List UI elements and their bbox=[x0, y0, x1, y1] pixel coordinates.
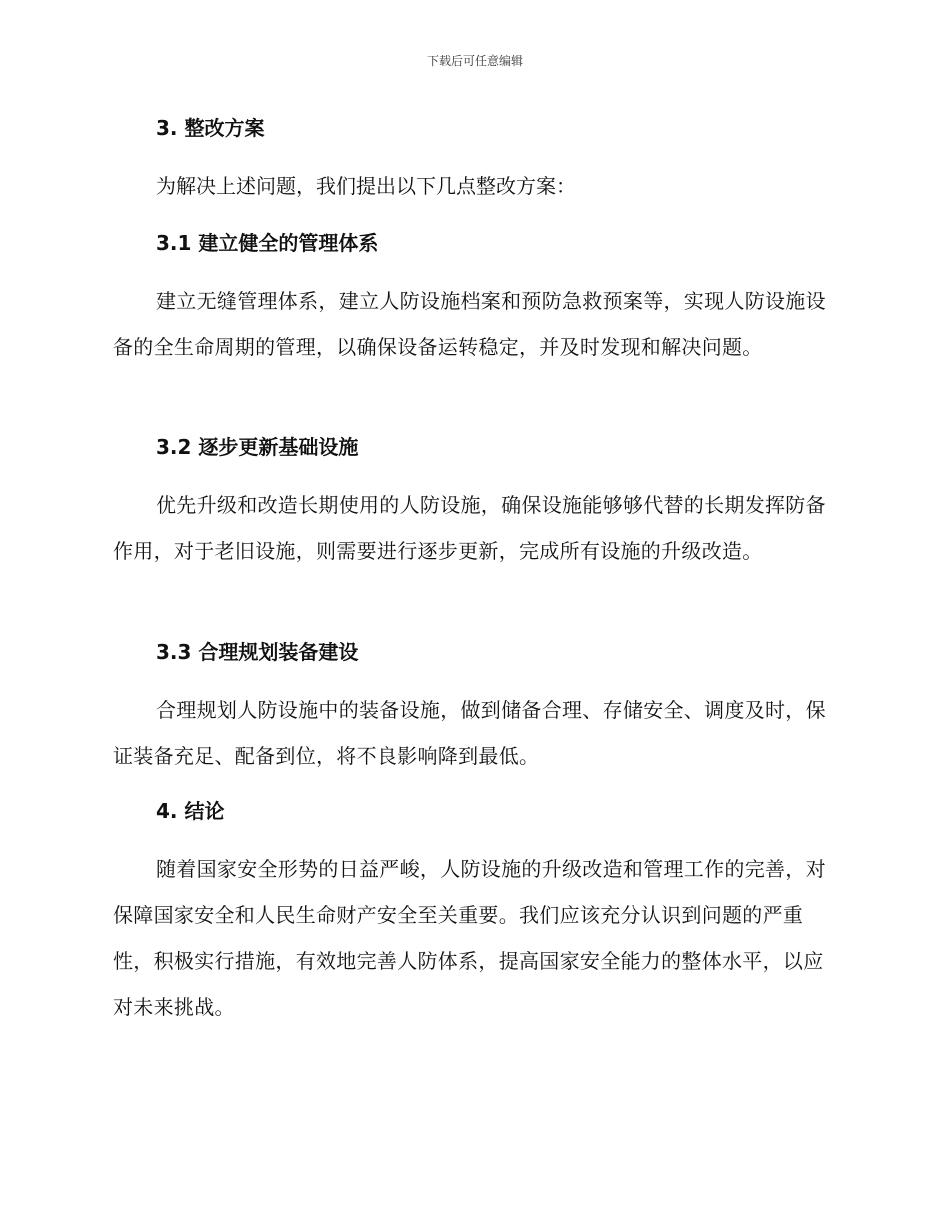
section-3-1-heading: 3.1 建立健全的管理体系 bbox=[156, 231, 379, 255]
section-3-2-heading: 3.2 逐步更新基础设施 bbox=[156, 435, 359, 459]
header-note: 下载后可任意编辑 bbox=[426, 54, 523, 68]
section-3-3-heading: 3.3 合理规划装备建设 bbox=[156, 640, 359, 664]
section-3-intro: 为解决上述问题，我们提出以下几点整改方案： bbox=[156, 174, 576, 198]
section-3-1-paragraph: 建立无缝管理体系，建立人防设施档案和预防急救预案等，实现人防设施设备的全生命周期的管理，以确保设备运转稳定，并及时发现和解决问题。 bbox=[113, 289, 826, 359]
section-3-3-paragraph: 合理规划人防设施中的装备设施，做到储备合理、存储安全、调度及时，保证装备充足、配备到位，将不良影响降到最低。 bbox=[113, 698, 826, 768]
section-3-2-paragraph: 优先升级和改造长期使用的人防设施，确保设施能够够代替的长期发挥防备作用，对于老旧设施，则需要进行逐步更新，完成所有设施的升级改造。 bbox=[113, 493, 826, 563]
section-4-paragraph: 随着国家安全形势的日益严峻，人防设施的升级改造和管理工作的完善，对保障国家安全和人民生命财产安全至关重要。我们应该充分认识到问题的严重性，积极实行措施，有效地完善人防体系，提高国家安全能力的整体水平，以应对未来挑战。 bbox=[113, 857, 826, 1019]
section-3-heading: 3. 整改方案 bbox=[156, 116, 265, 140]
section-4-heading: 4. 结论 bbox=[156, 799, 225, 823]
